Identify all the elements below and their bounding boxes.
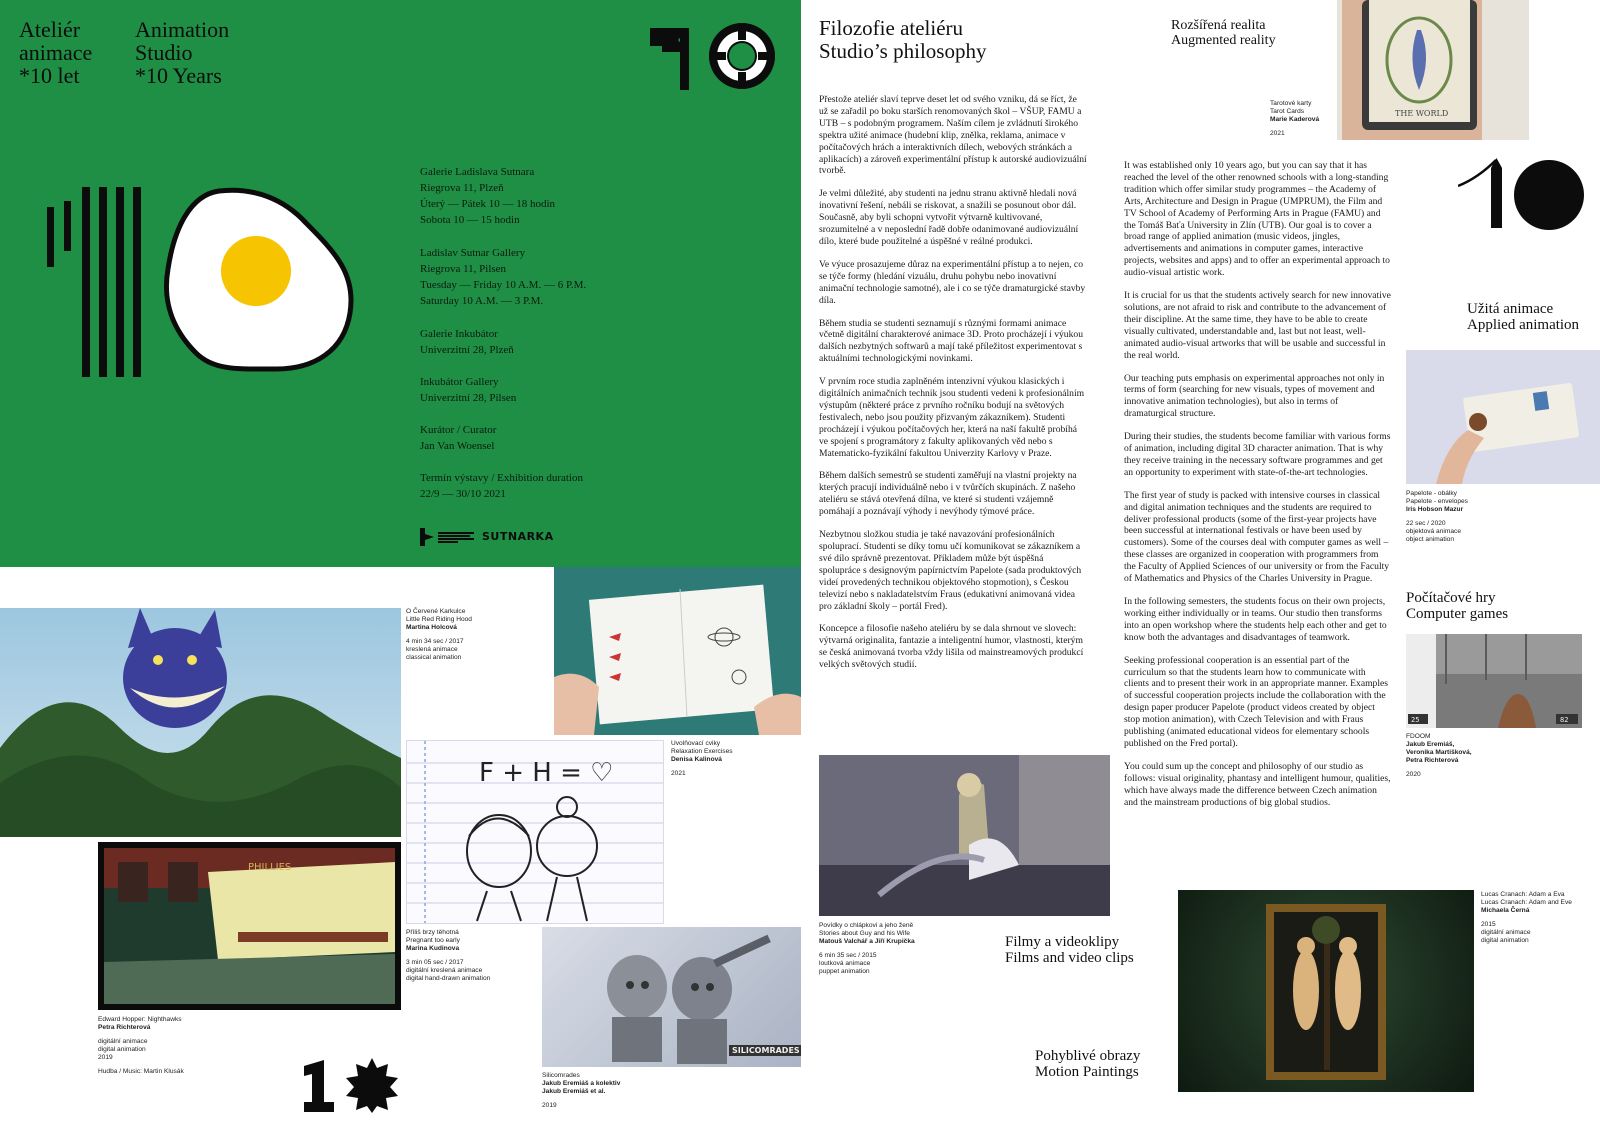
silicomrades-logo-text: SILICOMRADES	[729, 1045, 801, 1056]
info-inkubator-cz: Galerie Inkubátor Univerzitní 28, Plzeň	[420, 328, 514, 356]
caption-nighthawks: Edward Hopper: Nighthawks Petra Richterová digitální animace digital animation 2019 Hudba / Music: Martin Klusák	[98, 1016, 184, 1075]
image-povidky-puppet	[819, 755, 1110, 916]
ten-pencil-logo	[1458, 158, 1586, 233]
section-films-video-clips: Filmy a videoklipy Films and video clips	[1005, 934, 1134, 966]
caption-silicomrades: Silicomrades Jakub Eremiáš a kolektiv Jakub Eremiáš et al. 2019	[542, 1072, 621, 1109]
nighthawks-sign: PHILLIES	[248, 862, 292, 873]
caption-povidky: Povídky o chlápkovi a jeho ženě Stories about Guy and his Wife Matouš Valchář a Jiří Krupička 6 min 35 sec / 2015 loutková animace puppet animation	[819, 922, 915, 975]
info-gallery-en: Ladislav Sutnar Gallery Riegrova 11, Pilsen Tuesday — Friday 10 A.M. — 6 P.M. Saturday 10 A.M. — 3 P.M.	[420, 247, 587, 307]
poster-panel	[0, 0, 801, 567]
image-pregnant-drawing	[406, 740, 664, 924]
caption-cranach: Lucas Cranach: Adam a Eva Lucas Cranach: Adam and Eve Michaela Černá 2015 digitální animace digital animation	[1481, 891, 1572, 944]
info-inkubator-en: Inkubátor Gallery Univerzitní 28, Pilsen	[420, 376, 517, 404]
title-czech: Ateliér animace *10 let	[19, 17, 93, 88]
caption-pregnant: Příliš brzy těhotná Pregnant too early Marina Kudinova 3 min 05 sec / 2017 digitální kreslená animace digital hand-drawn animation	[406, 929, 491, 982]
drawing-equation: F + H = ♡	[479, 758, 614, 788]
ten-egg-logo	[44, 185, 364, 380]
image-silicomrades	[542, 927, 801, 1067]
game-hud-right: 82	[1560, 716, 1569, 724]
faculty-logo-icon	[420, 528, 436, 546]
partner-logos	[420, 528, 630, 546]
image-tarot-cards	[1337, 0, 1529, 140]
faculty-logo-text	[438, 531, 476, 543]
caption-relaxation: Uvolňovací cviky Relaxation Exercises Denisa Kalinová 2021	[671, 740, 733, 777]
philosophy-text-english: It was established only 10 years ago, but you can say that it has reached the level of the other renowned schools with a long-standing tradition which offer similar study programmes – the Academy of Arts, Architecture and Design in Prague (UMPRUM), the Film and TV School of Academy of Performing Arts in Prague (FAMU) and the Tomáš Baťa University in Zlín (UTB). Our goal is to cover a broad range of applied animation (music videos, jingles, advertisements and animations in computer games, interactive projects, websites and apps) and to offer an experimental approach to audio-visual artistic work. It is crucial for us that the students actively search for new innovative solutions, are not afraid to risk and contribute to the advancement of their discipline. At the same time, they have to be able to create visually cultivated, understandable and, last but not least, well-animated audio-visual artworks that will be usable and successful in the real world. Our teaching puts emphasis on experimental approaches not only in terms of form (searching for new visuals, types of movement and innovative animation technologies), but also in terms of dramaturgical structure. During their studies, the students become familiar with various forms of animation, including digital 3D character animation. That is why they receive training in the necessary software programmes and get an opportunity to experiment with state-of-the-art technologies. The first year of study is packed with intensive courses in classical and digital animation techniques and the students are required to deliver professional products (some of the first-year projects have been successful at international festivals or have been used by customers). Some of the courses deal with computer games as well – these classes are organized in cooperation with programmers from the Faculty of Applied Sciences of our university or from the Faculty of Mathematics and Physics of the Charles University in Prague. In the following semesters, the students focus on their own projects, working either individually or in teams. Our studio then transforms into an open workshop where the students help each other and get to know both the advantages and disadvantages of teamwork. Seeking professional cooperation is an essential part of the curriculum so that the students learn how to communicate with clients and to present their work in an appropriate manner. Examples of successful cooperation projects include the collaboration with the design paper producer Papelote (product videos created by object stop motion animation), with Czech Television and with Fraus publishing (animated educational videos for elementary schools published on the Fred portal). You could sum up the concept and philosophy of our studio as follows: visual originality, phantasy and intelligent humour, qualities, which have always made the difference between Czech animation and the mainstream productions of big global studios.	[1124, 160, 1391, 808]
section-augmented-reality: Rozšířená realita Augmented reality	[1171, 18, 1276, 48]
ten-stamp-logo	[302, 1058, 402, 1113]
image-adam-eve	[1178, 890, 1474, 1092]
philosophy-text-czech: Přestože ateliér slaví teprve deset let od svého vzniku, dá se říct, že už se zařadil po boku starších renomovaných škol – VŠUP, FAMU a UTB – s podobným programem. Naším cílem je zvládnutí širokého spektra užité animace (hudební klip, znělka, reklama, animace v počítačových hrách a interaktivních dílech, webových stránkách a aplikacích) a zároveň experimentální přístup k autorské audiovizuální tvorbě. Je velmi důležité, aby studenti na jednu stranu aktivně hledali nová inovativní řešení, nebáli se riskovat, a snažili se posunout obor dál. Současně, aby byli schopni vytvořit výtvarně kultivované, srozumitelné a v neposlední řadě dobře odanimované audiovizuální dílo, které bude použitelné a úspěšné v reálné produkci. Ve výuce prosazujeme důraz na experimentální přístup a to nejen, co se týče formy (hledání vizuálu, druhu pohybu nebo inovativní animační technologie samotné), ale i co se týče dramaturgické stavby díla. Během studia se studenti seznamují s různými formami animace včetně digitální charakterové animace 3D. Proto procházejí i výukou dalších nezbytných softwarů a mají také příležitost experimentovat s aktuálními technologickými novinkami. V prvním roce studia zaplněném intenzivní výukou klasických i digitálních animačních technik jsou studenti vedeni k profesionálním výstupům (některé práce z prvního ročníku bodují na světových festivalech, nebo jsou použity přizvaným zákazníkem). Studenti procházejí i výukou počítačových her, která na naší fakultě probíhá ve spojení s programátory z fakulty aplikovaných věd nebo s Matematicko-fyzikální fakultou Univerzity Karlovy v Praze. Během dalších semestrů se studenti zaměřují na vlastní projekty na kterých pracují individuálně nebo i v tvůrčích skupinách. Z našeho ateliéru se stává otevřená dílna, ve které si studenti vzájemně pomáhají a poznávají výhody i nevýhody týmové práce. Nezbytnou složkou studia je také navazování profesionálních spoluprací. Studenti se díky tomu učí komunikovat se zákazníkem a své dílo správně prezentovat. Příkladem může být úspěšná spolupráce s designovým papírnictvím Papelote (sada produktových videí provedených technikou objektového stopmotion), s Českou televizí nebo s nakladatelstvím Fraus (edukativní animovaná videa pro základní školy – portál Fred). Koncepce a filosofie našeho ateliéru by se dala shrnout ve slovech: výtvarná originalita, fantazie a inteligentní humor, vlastnosti, kterým se česká animovaná tvorba vždy lišila od mainstreamových produkcí velkých světových studií.	[819, 94, 1087, 671]
section-motion-paintings: Pohyblivé obrazy Motion Paintings	[1035, 1048, 1141, 1080]
image-fdoom	[1406, 634, 1582, 728]
section-computer-games: Počítačové hry Computer games	[1406, 590, 1509, 622]
caption-fdoom: FDOOM Jakub Eremiáš, Veronika Martišková, Petra Richterová 2020	[1406, 733, 1472, 778]
tarot-card-text: THE WORLD	[1395, 109, 1449, 118]
image-papelote	[1406, 350, 1600, 484]
game-hud-left: 25	[1411, 716, 1420, 724]
philosophy-title: Filozofie ateliéru Studio’s philosophy	[819, 16, 987, 63]
image-relaxation-book	[554, 567, 801, 735]
title-english: Animation Studio *10 Years	[135, 17, 230, 88]
section-applied-animation: Užitá animace Applied animation	[1467, 301, 1580, 333]
image-karkulka-wolf	[0, 608, 401, 837]
caption-karkulka: O Červené Karkulce Little Red Riding Hood Martina Holcová 4 min 34 sec / 2017 kreslená animace classical animation	[406, 608, 472, 661]
info-curator: Kurátor / Curator Jan Van Woensel	[420, 424, 497, 452]
ten-lifebuoy-logo	[650, 18, 785, 93]
info-gallery-cz: Galerie Ladislava Sutnara Riegrova 11, Plzeň Úterý — Pátek 10 — 18 hodin Sobota 10 — 15 hodin	[420, 166, 556, 226]
caption-tarot: Tarotové karty Tarot Cards Marie Kaderová 2021	[1270, 100, 1320, 137]
sutnarka-logo: SUTNARKA	[482, 530, 554, 543]
image-nighthawks	[98, 842, 401, 1010]
info-duration: Termín výstavy / Exhibition duration 22/9 — 30/10 2021	[420, 472, 583, 500]
caption-papelote: Papelote - obálky Papelote - envelopes Iris Hobson Mazur 22 sec / 2020 objektová animace object animation	[1406, 490, 1468, 543]
